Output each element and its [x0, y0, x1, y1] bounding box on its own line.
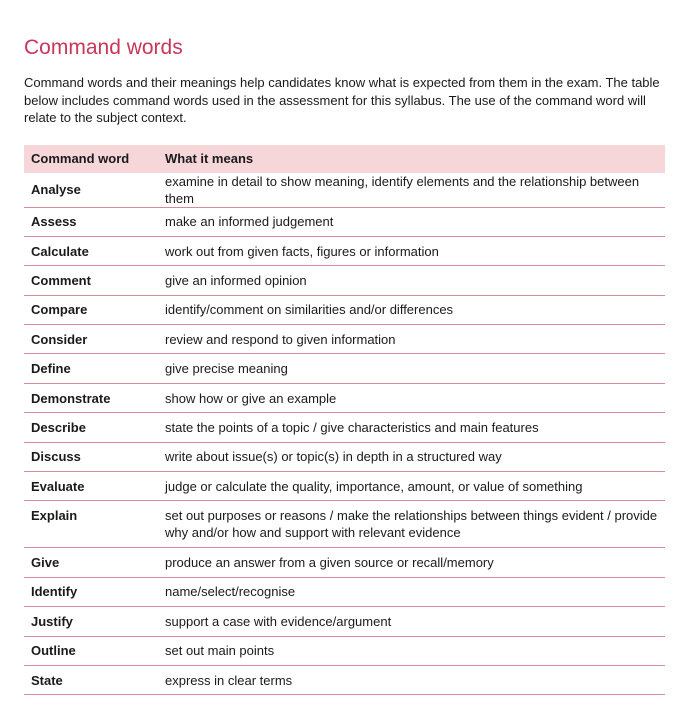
command-meaning: give precise meaning	[165, 354, 665, 383]
command-meaning: support a case with evidence/argument	[165, 607, 665, 636]
table-row	[24, 266, 665, 295]
table-row	[24, 501, 665, 548]
table-row	[24, 636, 665, 665]
command-words-table	[24, 145, 665, 696]
command-word: Give	[24, 548, 165, 577]
table-row	[24, 577, 665, 606]
command-word: Discuss	[24, 442, 165, 471]
command-word: Explain	[24, 501, 165, 548]
column-header-command-word: Command word	[31, 151, 130, 166]
table-row	[24, 325, 665, 354]
column-header-meaning: What it means	[165, 151, 254, 166]
command-meaning: judge or calculate the quality, importance, amount, or value of something	[165, 472, 665, 501]
command-word: Justify	[24, 607, 165, 636]
table-row	[24, 354, 665, 383]
table-row	[24, 548, 665, 577]
command-word: Compare	[24, 295, 165, 324]
command-meaning: give an informed opinion	[165, 266, 665, 295]
command-meaning: set out purposes or reasons / make the relationships between things evident / provide why and/or how and support with relevant evidence	[165, 501, 665, 548]
command-meaning: identify/comment on similarities and/or differences	[165, 295, 665, 324]
command-meaning: examine in detail to show meaning, identify elements and the relationship between them	[165, 173, 665, 208]
table-row	[24, 442, 665, 471]
table-row	[24, 472, 665, 501]
table-header-row	[24, 145, 665, 173]
command-word: Outline	[24, 636, 165, 665]
command-word: Describe	[24, 413, 165, 442]
command-word: Define	[24, 354, 165, 383]
intro-paragraph: Command words and their meanings help candidates know what is expected from them in the exam. The table below includes command words used in the assessment for this syllabus. The use of the command word will relate to the subject context.	[24, 75, 660, 125]
command-meaning: state the points of a topic / give characteristics and main features	[165, 413, 665, 442]
table-row	[24, 383, 665, 412]
table-row	[24, 665, 665, 694]
command-word: State	[24, 665, 165, 694]
command-word: Demonstrate	[24, 383, 165, 412]
table-row	[24, 413, 665, 442]
command-meaning: name/select/recognise	[165, 577, 665, 606]
command-word: Analyse	[24, 173, 165, 208]
command-meaning: review and respond to given information	[165, 325, 665, 354]
command-meaning: set out main points	[165, 636, 665, 665]
command-meaning: work out from given facts, figures or information	[165, 236, 665, 265]
table-row	[24, 236, 665, 265]
page-title: Command words	[24, 36, 183, 59]
command-meaning: write about issue(s) or topic(s) in depth in a structured way	[165, 442, 665, 471]
table-row	[24, 295, 665, 324]
table-row	[24, 173, 665, 208]
command-word: Comment	[24, 266, 165, 295]
page	[24, 36, 665, 695]
command-word: Evaluate	[24, 472, 165, 501]
command-meaning: show how or give an example	[165, 383, 665, 412]
command-meaning: produce an answer from a given source or recall/memory	[165, 548, 665, 577]
command-word: Calculate	[24, 236, 165, 265]
command-meaning: express in clear terms	[165, 665, 665, 694]
command-word: Assess	[24, 207, 165, 236]
command-word: Identify	[24, 577, 165, 606]
command-meaning: make an informed judgement	[165, 207, 665, 236]
table-row	[24, 607, 665, 636]
command-word: Consider	[24, 325, 165, 354]
table-row	[24, 207, 665, 236]
